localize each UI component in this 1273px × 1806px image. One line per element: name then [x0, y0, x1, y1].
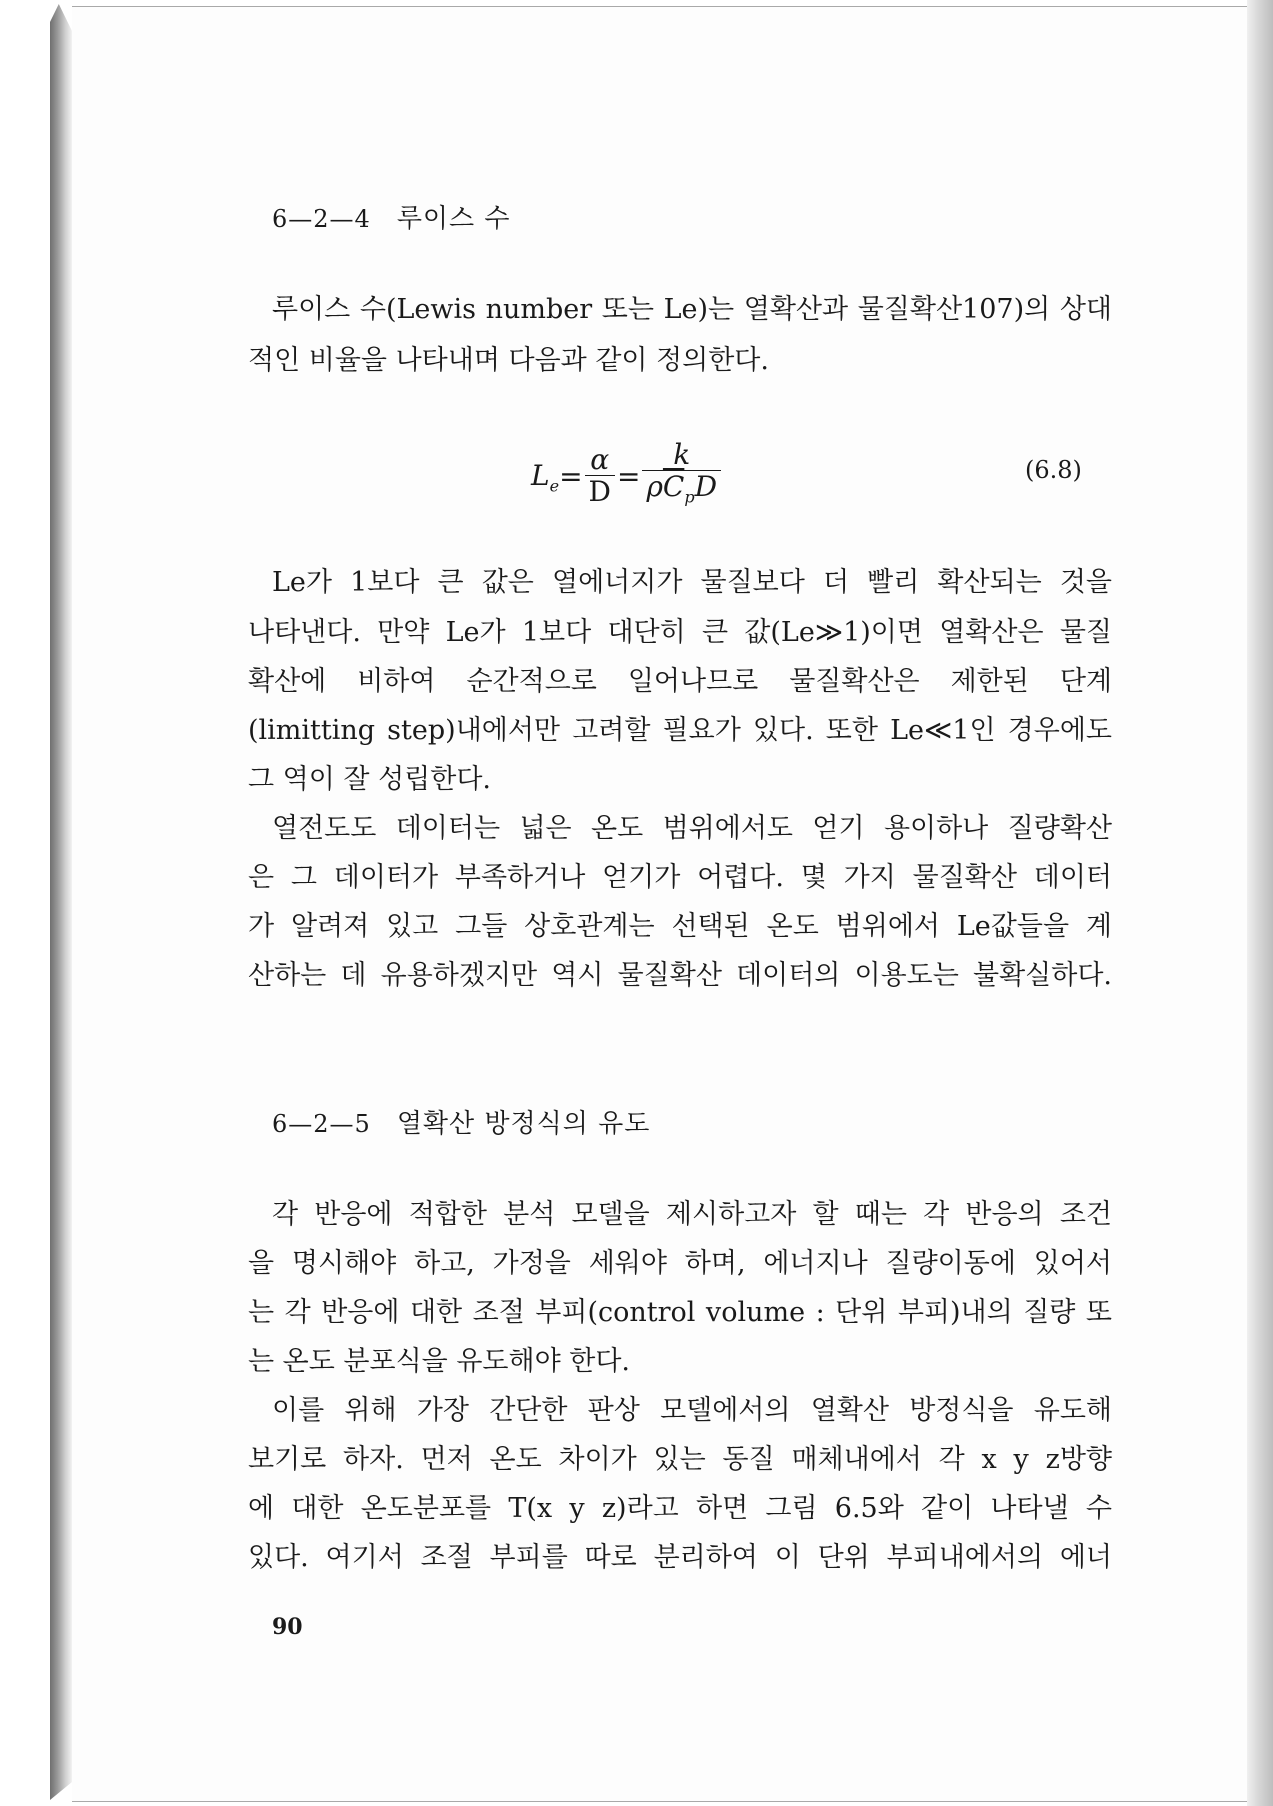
page-edge-right [1247, 0, 1273, 1806]
fraction-k-over-rho-cp-d: $\frac{k}{\rho\overline{C}_pD}$ [642, 440, 721, 514]
section-title: 열확산 방정식의 유도 [396, 1109, 651, 1139]
equals-sign: = [616, 460, 641, 494]
page-number: 90 [272, 1614, 303, 1640]
lewis-number-equation [531, 440, 723, 514]
equals-sign: = [559, 460, 583, 494]
equation-lhs: $L_e$ [531, 458, 560, 496]
paragraph-line: 열전도도 데이터는 넓은 온도 범위에서도 얻기 용이하나 질량확산 [272, 813, 1112, 844]
page-sheet [72, 6, 1252, 1802]
paragraph-line: 산하는 데 유용하겠지만 역시 물질확산 데이터의 이용도는 불확실하다. [248, 960, 1112, 991]
section-title: 루이스 수 [396, 204, 511, 234]
section-number: 6—2—5 [272, 1110, 371, 1138]
paragraph-line: 은 그 데이터가 부족하거나 얻기가 어렵다. 몇 가지 물질확산 데이터 [248, 862, 1112, 893]
paragraph-line: 그 역이 잘 성립한다. [248, 764, 491, 795]
paragraph-line: 는 온도 분포식을 유도해야 한다. [248, 1346, 630, 1377]
section-heading-6-2-5 [272, 1103, 650, 1140]
paragraph-line: 각 반응에 적합한 분석 모델을 제시하고자 할 때는 각 반응의 조건 [272, 1199, 1112, 1230]
paragraph-line: 적인 비율을 나타내며 다음과 같이 정의한다. [248, 345, 769, 376]
paragraph-line: 에 대한 온도분포를 T(x y z)라고 하면 그림 6.5와 같이 나타낼 수 [248, 1493, 1112, 1524]
equation-number: (6.8) [1025, 456, 1082, 484]
section-heading-6-2-4 [272, 198, 511, 235]
paragraph-line: 루이스 수(Lewis number 또는 Le)는 열확산과 물질확산107)의 상대 [272, 294, 1112, 325]
page-edge-left [50, 4, 72, 1800]
section-number: 6—2—4 [272, 205, 371, 233]
paragraph-line: 확산에 비하여 순간적으로 일어나므로 물질확산은 제한된 단계 [248, 666, 1112, 697]
paragraph-line: 가 알려져 있고 그들 상호관계는 선택된 온도 범위에서 Le값들을 계 [248, 911, 1112, 942]
paragraph-line: 보기로 하자. 먼저 온도 차이가 있는 동질 매체내에서 각 x y z방향 [248, 1444, 1112, 1475]
paragraph-line: 나타낸다. 만약 Le가 1보다 대단히 큰 값(Le≫1)이면 열확산은 물질 [248, 617, 1112, 648]
paragraph-line: 을 명시해야 하고, 가정을 세워야 하며, 에너지나 질량이동에 있어서 [248, 1248, 1112, 1279]
paragraph-line: 있다. 여기서 조절 부피를 따로 분리하여 이 단위 부피내에서의 에너 [248, 1542, 1112, 1573]
paragraph-line: 는 각 반응에 대한 조절 부피(control volume : 단위 부피)내의 질량 또 [248, 1297, 1112, 1328]
fraction-alpha-over-d: $\frac{\alpha}{D}$ [585, 445, 615, 508]
paragraph-line: 이를 위해 가장 간단한 판상 모델에서의 열확산 방정식을 유도해 [272, 1395, 1112, 1426]
paragraph-line: Le가 1보다 큰 값은 열에너지가 물질보다 더 빨리 확산되는 것을 [272, 567, 1112, 598]
paragraph-line: (limitting step)내에서만 고려할 필요가 있다. 또한 Le≪1인 경우에도 [248, 715, 1112, 746]
